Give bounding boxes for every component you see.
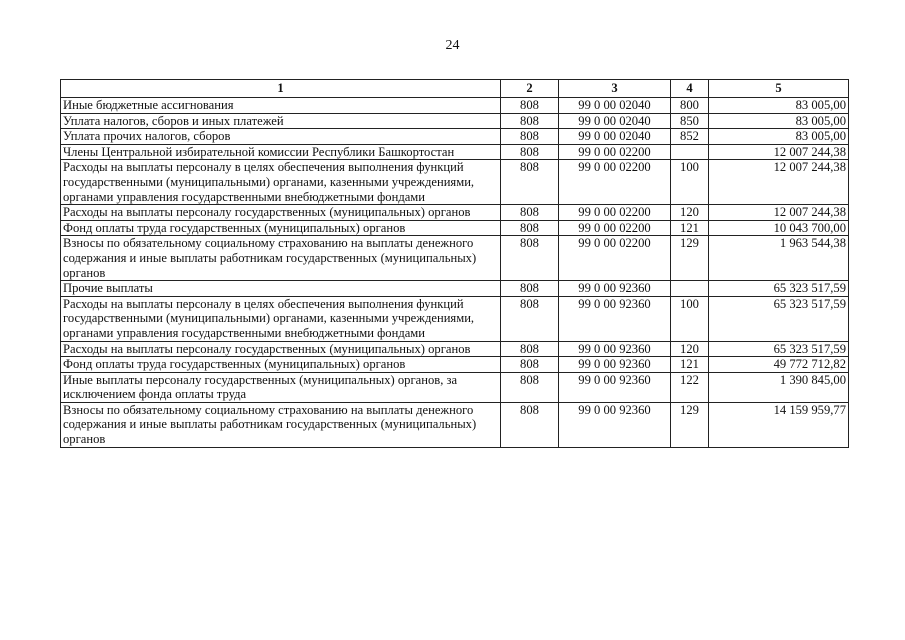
row-amount: 83 005,00	[709, 129, 849, 145]
row-type-code: 129	[671, 402, 709, 447]
row-target-code: 99 0 00 02040	[559, 113, 671, 129]
table-row	[61, 205, 849, 221]
row-amount: 65 323 517,59	[709, 296, 849, 341]
table-row	[61, 296, 849, 341]
column-header-name: 1	[61, 80, 501, 98]
row-name: Фонд оплаты труда государственных (муниципальных) органов	[61, 357, 501, 373]
row-admin-code: 808	[501, 144, 559, 160]
row-admin-code: 808	[501, 98, 559, 114]
column-header-type: 4	[671, 80, 709, 98]
row-name: Прочие выплаты	[61, 281, 501, 297]
row-admin-code: 808	[501, 296, 559, 341]
row-admin-code: 808	[501, 402, 559, 447]
row-admin-code: 808	[501, 160, 559, 205]
table-row	[61, 341, 849, 357]
table-header-row	[61, 80, 849, 98]
row-admin-code: 808	[501, 236, 559, 281]
row-target-code: 99 0 00 02200	[559, 236, 671, 281]
row-name: Взносы по обязательному социальному страхованию на выплаты денежного содержания и иные выплаты работникам государственных (муниципальных) органов	[61, 236, 501, 281]
row-type-code: 122	[671, 372, 709, 402]
row-target-code: 99 0 00 02200	[559, 144, 671, 160]
table-row	[61, 160, 849, 205]
row-admin-code: 808	[501, 281, 559, 297]
row-type-code	[671, 144, 709, 160]
row-admin-code: 808	[501, 129, 559, 145]
table-row	[61, 281, 849, 297]
row-target-code: 99 0 00 02040	[559, 98, 671, 114]
row-name: Расходы на выплаты персоналу в целях обеспечения выполнения функций государственными (муниципальными) органами, казенными учреждениями, органами управления государственными внебюджетными фондами	[61, 296, 501, 341]
row-amount: 1 390 845,00	[709, 372, 849, 402]
column-header-amount: 5	[709, 80, 849, 98]
table-row	[61, 236, 849, 281]
row-amount: 1 963 544,38	[709, 236, 849, 281]
row-amount: 12 007 244,38	[709, 144, 849, 160]
row-target-code: 99 0 00 92360	[559, 281, 671, 297]
row-name: Уплата налогов, сборов и иных платежей	[61, 113, 501, 129]
row-target-code: 99 0 00 02040	[559, 129, 671, 145]
column-header-admin: 2	[501, 80, 559, 98]
row-type-code: 100	[671, 296, 709, 341]
row-name: Иные бюджетные ассигнования	[61, 98, 501, 114]
row-amount: 12 007 244,38	[709, 160, 849, 205]
row-target-code: 99 0 00 02200	[559, 220, 671, 236]
row-admin-code: 808	[501, 220, 559, 236]
column-header-target: 3	[559, 80, 671, 98]
row-target-code: 99 0 00 92360	[559, 357, 671, 373]
row-amount: 65 323 517,59	[709, 281, 849, 297]
row-name: Иные выплаты персоналу государственных (муниципальных) органов, за исключением фонда оплаты труда	[61, 372, 501, 402]
row-amount: 49 772 712,82	[709, 357, 849, 373]
row-target-code: 99 0 00 92360	[559, 296, 671, 341]
row-name: Члены Центральной избирательной комиссии Республики Башкортостан	[61, 144, 501, 160]
row-name: Расходы на выплаты персоналу в целях обеспечения выполнения функций государственными (муниципальными) органами, казенными учреждениями, органами управления государственными внебюджетными фондами	[61, 160, 501, 205]
table-row	[61, 357, 849, 373]
row-type-code: 121	[671, 220, 709, 236]
table-row	[61, 402, 849, 447]
row-name: Фонд оплаты труда государственных (муниципальных) органов	[61, 220, 501, 236]
table-row	[61, 220, 849, 236]
row-amount: 65 323 517,59	[709, 341, 849, 357]
row-type-code	[671, 281, 709, 297]
row-amount: 14 159 959,77	[709, 402, 849, 447]
row-amount: 83 005,00	[709, 113, 849, 129]
row-target-code: 99 0 00 02200	[559, 160, 671, 205]
budget-table	[60, 79, 849, 448]
page-number: 24	[445, 38, 460, 53]
row-amount: 12 007 244,38	[709, 205, 849, 221]
row-name: Взносы по обязательному социальному страхованию на выплаты денежного содержания и иные выплаты работникам государственных (муниципальных) органов	[61, 402, 501, 447]
row-name: Уплата прочих налогов, сборов	[61, 129, 501, 145]
table-row	[61, 113, 849, 129]
row-admin-code: 808	[501, 113, 559, 129]
row-target-code: 99 0 00 92360	[559, 341, 671, 357]
table-row	[61, 98, 849, 114]
table-row	[61, 129, 849, 145]
row-type-code: 120	[671, 205, 709, 221]
row-admin-code: 808	[501, 205, 559, 221]
row-target-code: 99 0 00 92360	[559, 372, 671, 402]
table-row	[61, 372, 849, 402]
row-type-code: 100	[671, 160, 709, 205]
row-type-code: 852	[671, 129, 709, 145]
row-amount: 10 043 700,00	[709, 220, 849, 236]
table-row	[61, 144, 849, 160]
row-type-code: 129	[671, 236, 709, 281]
row-type-code: 850	[671, 113, 709, 129]
row-admin-code: 808	[501, 341, 559, 357]
row-amount: 83 005,00	[709, 98, 849, 114]
row-name: Расходы на выплаты персоналу государственных (муниципальных) органов	[61, 205, 501, 221]
row-admin-code: 808	[501, 357, 559, 373]
row-type-code: 800	[671, 98, 709, 114]
row-target-code: 99 0 00 92360	[559, 402, 671, 447]
row-type-code: 120	[671, 341, 709, 357]
row-admin-code: 808	[501, 372, 559, 402]
row-target-code: 99 0 00 02200	[559, 205, 671, 221]
row-type-code: 121	[671, 357, 709, 373]
row-name: Расходы на выплаты персоналу государственных (муниципальных) органов	[61, 341, 501, 357]
